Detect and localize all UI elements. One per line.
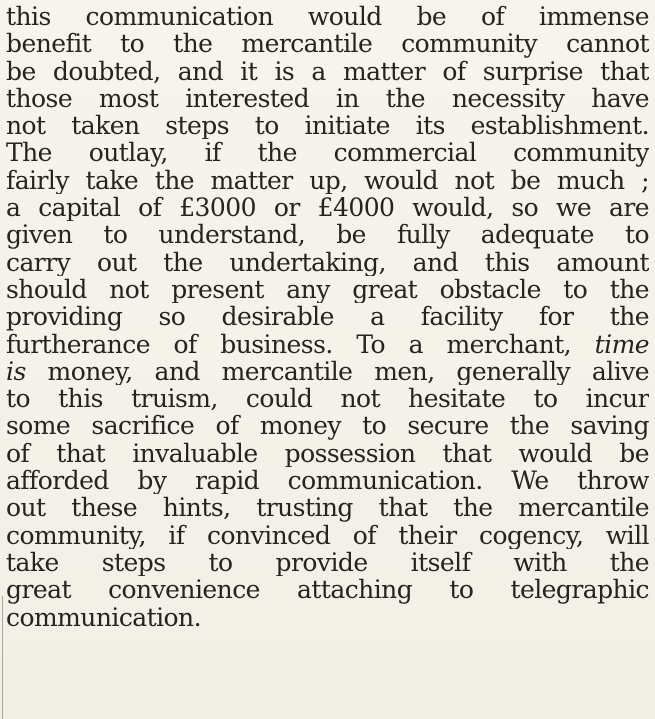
article-line: should not present any great obstacle to the [6, 275, 649, 304]
margin-rule [2, 596, 3, 719]
italic-word: is [6, 357, 48, 386]
article-line: those most interested in the necessity have [6, 84, 649, 113]
article-column [6, 3, 649, 631]
article-line: given to understand, be fully adequate to [6, 221, 649, 249]
article-line: afforded by rapid communication. We throw [6, 467, 649, 495]
article-line: great convenience attaching to telegraphic [6, 576, 649, 604]
article-line: out these hints, trusting that the mercantile [6, 494, 649, 522]
article-line: be doubted, and it is a matter of surprise that [6, 57, 649, 85]
article-line: some sacrifice of money to secure the saving [6, 412, 649, 440]
article-line: The outlay, if the commercial community [6, 139, 649, 167]
article-line: this communication would be of immense [6, 3, 649, 31]
article-line: benefit to the mercantile community cannot [6, 30, 649, 58]
article-line: a capital of £3000 or £4000 would, so we are [6, 194, 649, 222]
article-line: take steps to provide itself with the [6, 548, 649, 577]
article-line [6, 331, 649, 358]
article-line: to this truism, could not hesitate to incur [6, 385, 649, 413]
article-line: not taken steps to initiate its establishment. [6, 112, 649, 140]
article-text-segment: furtherance of business. To a merchant, [6, 330, 595, 358]
article-text-segment: money, and mercantile men, generally alive [47, 357, 649, 386]
article-line [6, 358, 649, 385]
italic-word: time [594, 330, 649, 358]
article-line: carry out the undertaking, and this amount [6, 248, 649, 276]
article-line: community, if convinced of their cogency, will [6, 521, 649, 549]
article-line: communication. [6, 603, 202, 631]
article-line: of that invaluable possession that would be [6, 439, 649, 468]
article-line: fairly take the matter up, would not be much ; [6, 166, 649, 195]
article-line: providing so desirable a facility for the [6, 303, 649, 331]
